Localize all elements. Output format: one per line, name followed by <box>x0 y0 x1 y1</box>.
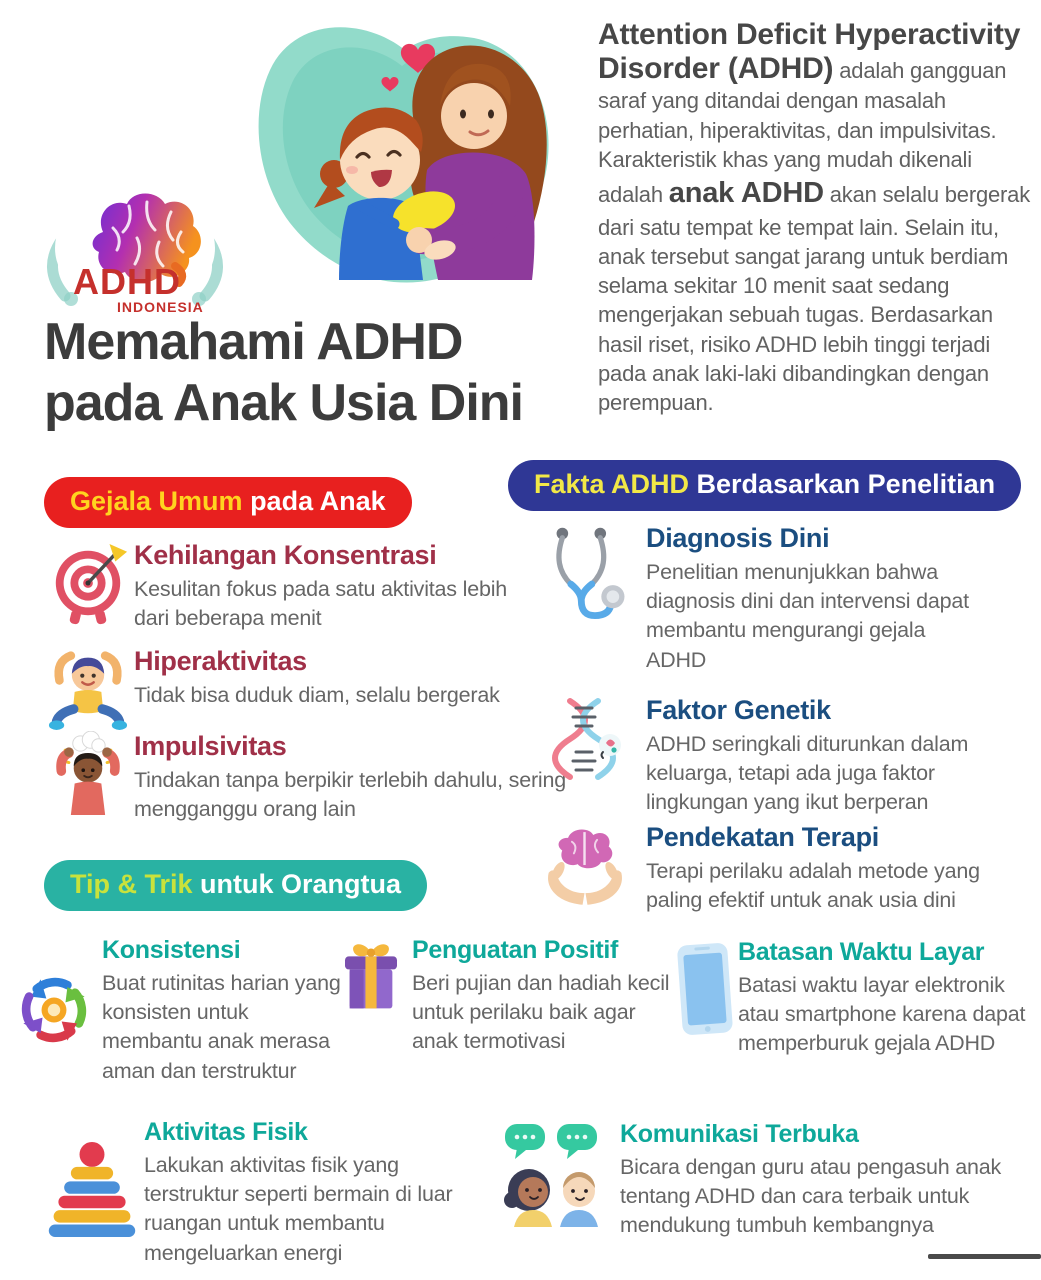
gejala-item-desc: Tidak bisa duduk diam, selalu bergerak <box>134 683 500 707</box>
tips-item-desc: Bicara dengan guru atau pengasuh anak tentang ADHD dan cara terbaik untuk mendukung tumbuh kembangnya <box>620 1155 1002 1238</box>
tips-badge-rest: untuk Orangtua <box>192 869 402 899</box>
gejala-item-hiperaktivitas <box>42 646 594 732</box>
gejala-item-impulsivitas <box>42 731 584 824</box>
tips-item-title: Konsistensi <box>102 936 241 964</box>
dna-icon <box>524 695 646 795</box>
fakta-badge-rest: Berdasarkan Penelitian <box>689 469 996 499</box>
fakta-badge-highlight: Fakta ADHD <box>534 469 690 499</box>
fakta-item-title: Pendekatan Terapi <box>646 822 879 852</box>
tips-item-desc: Lakukan aktivitas fisik yang terstruktur seperti bermain di luar ruangan untuk membantu mengeluarkan energi <box>144 1153 453 1265</box>
mother-child-illustration <box>242 8 562 303</box>
fakta-section-badge <box>508 460 1021 511</box>
gejala-item-title: Hiperaktivitas <box>134 646 307 676</box>
smartphone-icon <box>672 942 738 1037</box>
tips-item-desc: Buat rutinitas harian yang konsisten untuk membantu anak merasa aman dan terstruktur <box>102 971 341 1083</box>
fakta-item-title: Diagnosis Dini <box>646 523 830 553</box>
gejala-section-badge <box>44 477 412 528</box>
page-title-line2: pada Anak Usia Dini <box>44 373 523 432</box>
fakta-item-desc: Penelitian menunjukkan bahwa diagnosis dini dan intervensi dapat membantu mengurangi gejala ADHD <box>646 560 969 672</box>
fakta-item-diagnosis <box>524 523 981 675</box>
intro-bold-anak-adhd: anak ADHD <box>668 177 824 210</box>
brain-logo-icon <box>25 180 245 320</box>
intro-body-part2: akan selalu bergerak dari satu tempat ke tempat lain. Selain itu, anak tersebut sangat jarang untuk berdiam selama sekitar 10 menit saat sedang mengerjakan sebuah tugas. Berdasarkan hasil riset, risiko ADHD lebih tinggi terjadi pada anak laki-laki dibandingkan dengan perempuan. <box>598 182 1030 416</box>
tips-item-title: Penguatan Positif <box>412 936 619 964</box>
hyperactive-child-icon <box>42 646 134 732</box>
talking-children-icon <box>492 1120 620 1227</box>
tips-item-title: Komunikasi Terbuka <box>620 1120 859 1148</box>
gejala-badge-highlight: Gejala Umum <box>70 486 243 516</box>
logo-brand-text: ADHD <box>73 261 181 302</box>
tips-item-konsistensi <box>6 936 347 1086</box>
stethoscope-icon <box>524 523 646 623</box>
fakta-item-terapi <box>524 822 1036 915</box>
page-title <box>44 312 523 434</box>
gejala-item-title: Kehilangan Konsentrasi <box>134 540 437 570</box>
hands-brain-icon <box>524 822 646 910</box>
tips-item-desc: Beri pujian dan hadiah kecil untuk perilaku baik agar anak termotivasi <box>412 971 670 1054</box>
page-title-line1: Memahami ADHD <box>44 313 463 371</box>
intro-heading: Attention Deficit Hyperactivity Disorder (ADHD) <box>598 18 1021 86</box>
tips-badge-highlight: Tip & Trik <box>70 869 193 899</box>
tips-item-aktivitas <box>40 1118 489 1268</box>
logo-country-text: INDONESIA <box>117 299 204 315</box>
ring-stack-toy-icon <box>40 1138 144 1240</box>
tips-item-komunikasi <box>492 1120 1020 1241</box>
fakta-item-title: Faktor Genetik <box>646 695 831 725</box>
tips-item-title: Batasan Waktu Layar <box>738 938 985 966</box>
gejala-item-desc: Kesulitan fokus pada satu aktivitas lebih dari beberapa menit <box>134 577 508 631</box>
gejala-item-title: Impulsivitas <box>134 731 287 761</box>
cycle-arrows-icon <box>6 964 102 1056</box>
intro-paragraph <box>598 18 1036 417</box>
target-icon <box>42 540 134 628</box>
gift-icon <box>330 936 412 1014</box>
tips-item-desc: Batasi waktu layar elektronik atau smartphone karena dapat memperburuk gejala ADHD <box>738 973 1026 1056</box>
fakta-item-desc: ADHD seringkali diturunkan dalam keluarga, tetapi ada juga faktor lingkungan yang ikut berperan <box>646 732 969 815</box>
gejala-item-desc: Tindakan tanpa berpikir terlebih dahulu, sering mengganggu orang lain <box>134 768 567 822</box>
tips-item-penguatan <box>330 936 687 1057</box>
gejala-item-konsentrasi <box>42 540 534 633</box>
adhd-indonesia-logo <box>25 180 245 320</box>
intro-body-part1: adalah gangguan saraf yang ditandai dengan masalah perhatian, hiperaktivitas, dan impulsivitas. Karakteristik khas yang mudah dikenali adalah <box>598 58 1007 208</box>
fakta-item-desc: Terapi perilaku adalah metode yang paling efektif untuk anak usia dini <box>646 859 980 913</box>
tips-item-batasan <box>672 938 1041 1059</box>
tips-section-badge <box>44 860 427 911</box>
tips-item-title: Aktivitas Fisik <box>144 1118 308 1146</box>
gejala-badge-rest: pada Anak <box>242 486 386 516</box>
fakta-item-genetik <box>524 695 1021 818</box>
impulsive-child-icon <box>42 731 134 817</box>
bottom-crop-line <box>928 1254 1041 1259</box>
